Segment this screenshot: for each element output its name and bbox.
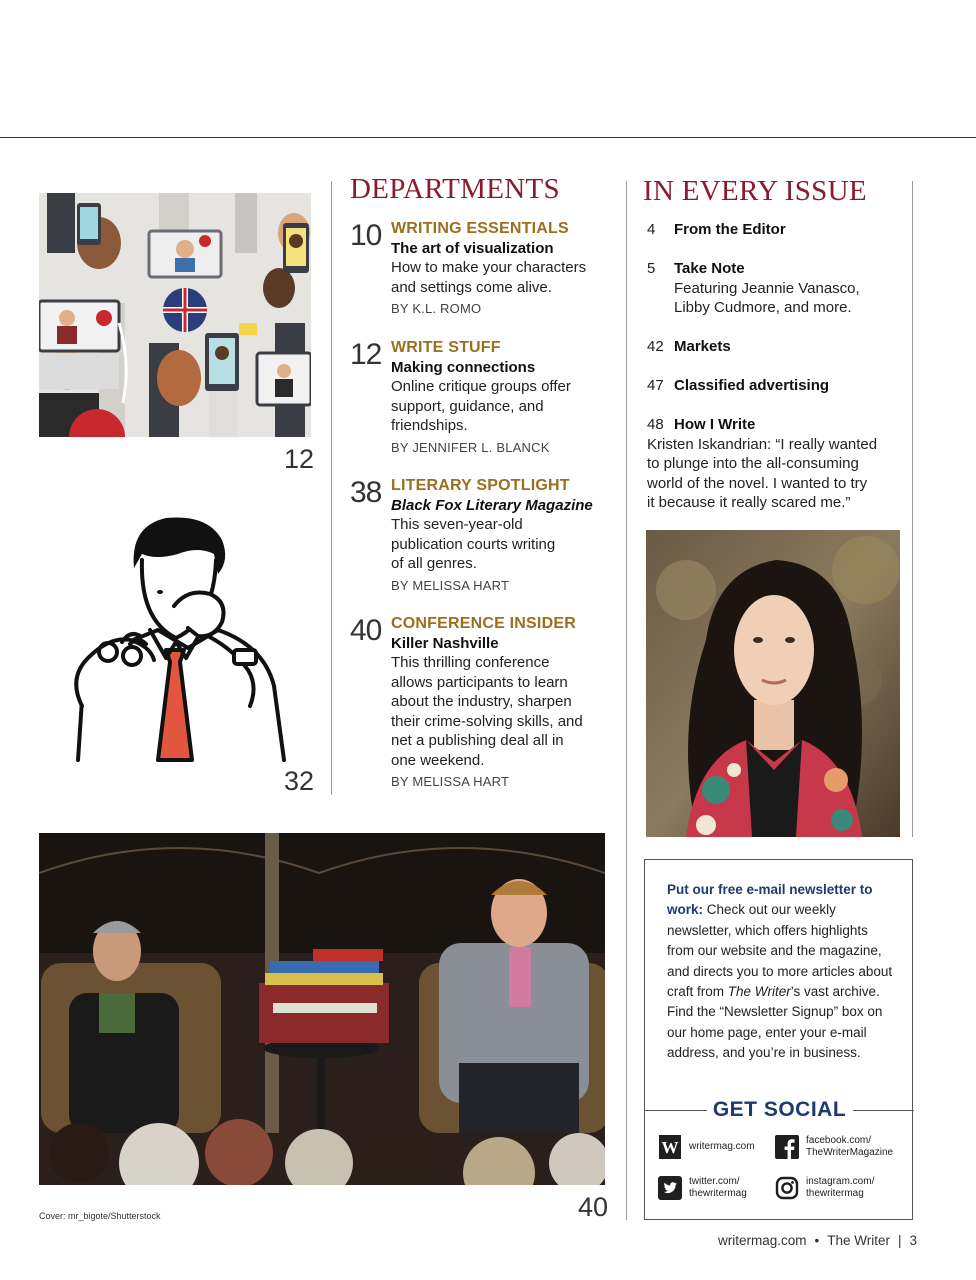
footer-site: writermag.com [717,1233,807,1248]
dept-category: LITERARY SPOTLIGHT [391,477,570,494]
newsletter-box [644,859,913,1220]
writermag-w-icon [658,1135,682,1159]
footer-magazine: The Writer [827,1233,890,1248]
issue-item-take-note[interactable]: 5 Take Note Featuring Jeannie Vanasco, Libby Cudmore, and more. [647,260,860,316]
social-label: writermag.com [689,1141,755,1152]
issue-item-markets[interactable]: 42 Markets [647,338,731,355]
newsletter-lead: Put our free e-mail newsletter to work: [667,882,873,918]
page-footer: writermag.com • The Writer | 3 [717,1233,917,1248]
issue-title: Take Note [674,260,745,277]
social-label: twitter.com/ thewritermag [689,1176,747,1199]
social-label: facebook.com/ TheWriterMagazine [806,1135,894,1158]
social-link-twitter[interactable] [658,1176,747,1200]
issue-title: How I Write [674,416,756,433]
page-ref-hands: 12 [284,444,315,474]
social-link-facebook[interactable] [775,1135,893,1159]
dept-description: This seven-year-old publication courts writing of all genres. [391,516,556,572]
get-social-header: GET SOCIAL [645,1098,914,1122]
issue-title: Classified advertising [674,377,830,394]
dept-title: Black Fox Literary Magazine [391,497,593,514]
in-every-issue-header: IN EVERY ISSUE [643,175,867,207]
social-link-website[interactable] [658,1135,755,1159]
dept-byline: BY K.L. ROMO [391,301,482,316]
issue-title: Markets [674,338,731,355]
dept-page-number: 38 [350,476,382,509]
cover-credit: Cover: mr_bigote/Shutterstock [39,1211,161,1221]
dept-category: CONFERENCE INSIDER [391,615,576,632]
dept-category: WRITING ESSENTIALS [391,220,569,237]
dept-byline: BY MELISSA HART [391,774,510,789]
dept-page-number: 10 [350,219,382,252]
dept-description: This thrilling conference allows participants to learn about the industry, sharpen their crime-solving skills, and net a publishing deal all in one weekend. [391,654,583,769]
dept-byline: BY JENNIFER L. BLANCK [391,439,550,455]
page-ref-stage: 40 [578,1192,609,1222]
divider-left [331,181,332,795]
dept-category: WRITE STUFF [391,339,501,356]
divider-middle [626,181,627,1220]
dept-title: Making connections [391,359,536,376]
newsletter-text: Put our free e-mail newsletter to work: Check out our weekly newsletter, which offers highlights from our website and the magazine, and directs you to more articles about craft from The Writer’s vast archive. Find the “Newsletter Signup” box on our home page, enter your e-mail address, and you’re in business. [667,882,893,1061]
dept-page-number: 40 [350,614,382,647]
dept-page-number: 12 [350,338,382,371]
conference-stage-photo [39,833,605,1185]
issue-item-how-i-write[interactable]: 48 How I Write Kristen Iskandrian: “I really wanted to plunge into the all-consuming world of the novel. I wanted to try it because it really scared me.” [647,416,878,511]
issue-title: From the Editor [674,221,786,238]
dept-title: The art of visualization [391,240,554,257]
dept-item-write-stuff[interactable] [350,338,610,468]
dept-item-writing-essentials[interactable] [350,219,610,329]
departments-header: DEPARTMENTS [350,173,560,205]
twitter-icon [658,1176,682,1200]
instagram-icon [775,1176,799,1200]
facebook-icon [775,1135,799,1159]
svg-text:W: W [661,1138,679,1157]
dept-description: Online critique groups offer support, guidance, and friendships. [391,378,571,434]
illustration-frustrated-man [38,510,300,762]
dept-title: Killer Nashville [391,635,499,652]
author-portrait-photo [646,530,900,837]
social-link-instagram[interactable] [775,1176,874,1200]
illustration-video-chat-hands [39,193,311,437]
dept-item-conference-insider[interactable] [350,614,610,794]
dept-item-literary-spotlight[interactable] [350,476,610,606]
social-label: instagram.com/ thewritermag [806,1176,875,1199]
divider-right [912,181,913,837]
issue-item-classified[interactable]: 47 Classified advertising [647,377,830,394]
footer-page-number: 3 [909,1233,917,1248]
issue-item-editor[interactable]: 4 From the Editor [647,221,786,238]
top-rule [0,137,976,138]
page-ref-man: 32 [284,766,315,796]
dept-description: How to make your characters and settings come alive. [391,259,587,296]
dept-byline: BY MELISSA HART [391,577,510,593]
